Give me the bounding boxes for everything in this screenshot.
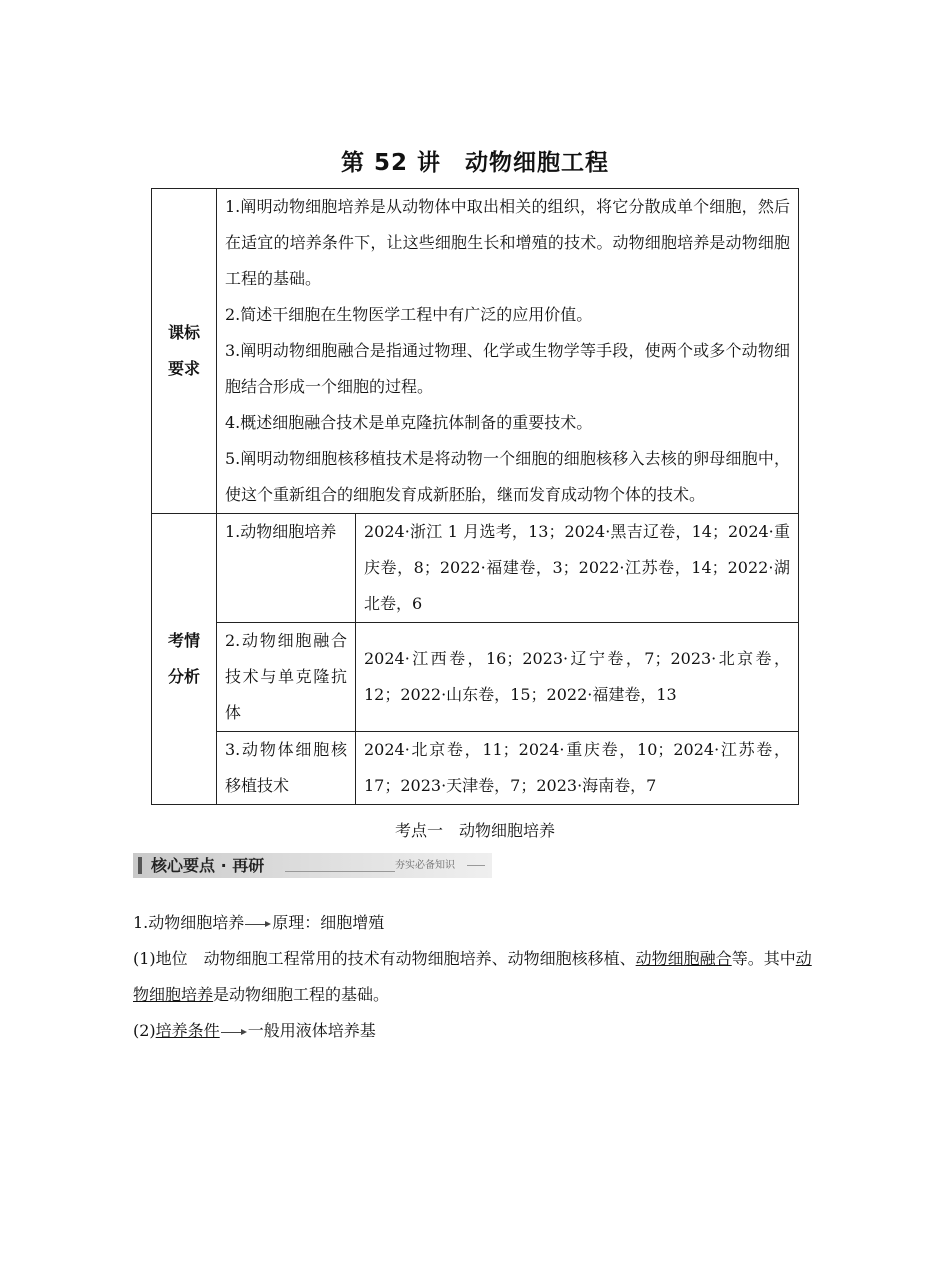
content-line-1 <box>133 905 817 941</box>
content-text: 1.动物细胞培养 <box>133 913 245 932</box>
exam-topic: 3.动物体细胞核移植技术 <box>217 732 356 805</box>
banner-divider <box>285 871 395 872</box>
content-text: 等。其中 <box>731 949 796 968</box>
standards-label <box>152 189 217 514</box>
section-heading: 考点一 动物细胞培养 <box>394 821 555 840</box>
banner-subtitle: 夯实必备知识 <box>395 860 455 871</box>
standard-item: 5.阐明动物细胞核移植技术是将动物一个细胞的细胞核移入去核的卵母细胞中，使这个重新组合的细胞发育成新胚胎，继而发育成动物个体的技术。 <box>225 449 790 504</box>
content-text: (1)地位 动物细胞工程常用的技术有动物细胞培养、动物细胞核移植、 <box>133 949 636 968</box>
standards-label-line1: 课标 <box>167 323 200 342</box>
exam-row <box>152 732 799 805</box>
standards-label-line2: 要求 <box>167 359 200 378</box>
exam-sources: 2024·江西卷，16；2023·辽宁卷，7；2023·北京卷，12；2022·山东卷，15；2022·福建卷，13 <box>356 623 799 732</box>
content-text: 原理：细胞增殖 <box>272 913 385 932</box>
underlined-term: 动物细胞培养 <box>133 949 812 1004</box>
standard-item: 2.简述干细胞在生物医学工程中有广泛的应用价值。 <box>225 305 593 324</box>
underlined-term: 培养条件 <box>155 1021 220 1040</box>
banner-tail-line <box>467 865 485 866</box>
content-paragraph-2 <box>133 941 817 1013</box>
standard-item: 3.阐明动物细胞融合是指通过物理、化学或生物学等手段，使两个或多个动物细胞结合形成一个细胞的过程。 <box>225 341 790 396</box>
standard-item: 1.阐明动物细胞培养是从动物体中取出相关的组织，将它分散成单个细胞，然后在适宜的培养条件下，让这些细胞生长和增殖的技术。动物细胞培养是动物细胞工程的基础。 <box>225 197 790 288</box>
exam-topic: 1.动物细胞培养 <box>217 514 356 623</box>
arrow-right-icon <box>245 919 271 929</box>
standard-item: 4.概述细胞融合技术是单克隆抗体制备的重要技术。 <box>225 413 593 432</box>
banner-accent-bar <box>138 857 142 874</box>
core-points-banner <box>133 853 492 878</box>
exam-label-line2: 分析 <box>167 667 200 686</box>
exam-sources: 2024·北京卷，11；2024·重庆卷，10；2024·江苏卷，17；2023·天津卷，7；2023·海南卷，7 <box>356 732 799 805</box>
content-text: (2) <box>133 1021 156 1040</box>
page-title: 第 52 讲 动物细胞工程 <box>340 150 610 176</box>
exam-row <box>152 514 799 623</box>
exam-label-line1: 考情 <box>167 631 200 650</box>
content-text: 一般用液体培养基 <box>247 1021 376 1040</box>
standards-content <box>217 189 799 514</box>
content-line-3 <box>133 1013 817 1049</box>
exam-row <box>152 623 799 732</box>
exam-topic: 2.动物细胞融合技术与单克隆抗体 <box>217 623 356 732</box>
content-text: 是动物细胞工程的基础。 <box>213 985 390 1004</box>
arrow-right-icon <box>221 1027 247 1037</box>
exam-label <box>152 514 217 805</box>
requirements-table <box>151 188 799 805</box>
banner-title: 核心要点 · 再研 <box>151 856 265 875</box>
underlined-term: 动物细胞融合 <box>635 949 732 968</box>
exam-sources: 2024·浙江 1 月选考，13；2024·黑吉辽卷，14；2024·重庆卷，8；2022·福建卷，3；2022·江苏卷，14；2022·湖北卷，6 <box>356 514 799 623</box>
standards-row <box>152 189 799 514</box>
